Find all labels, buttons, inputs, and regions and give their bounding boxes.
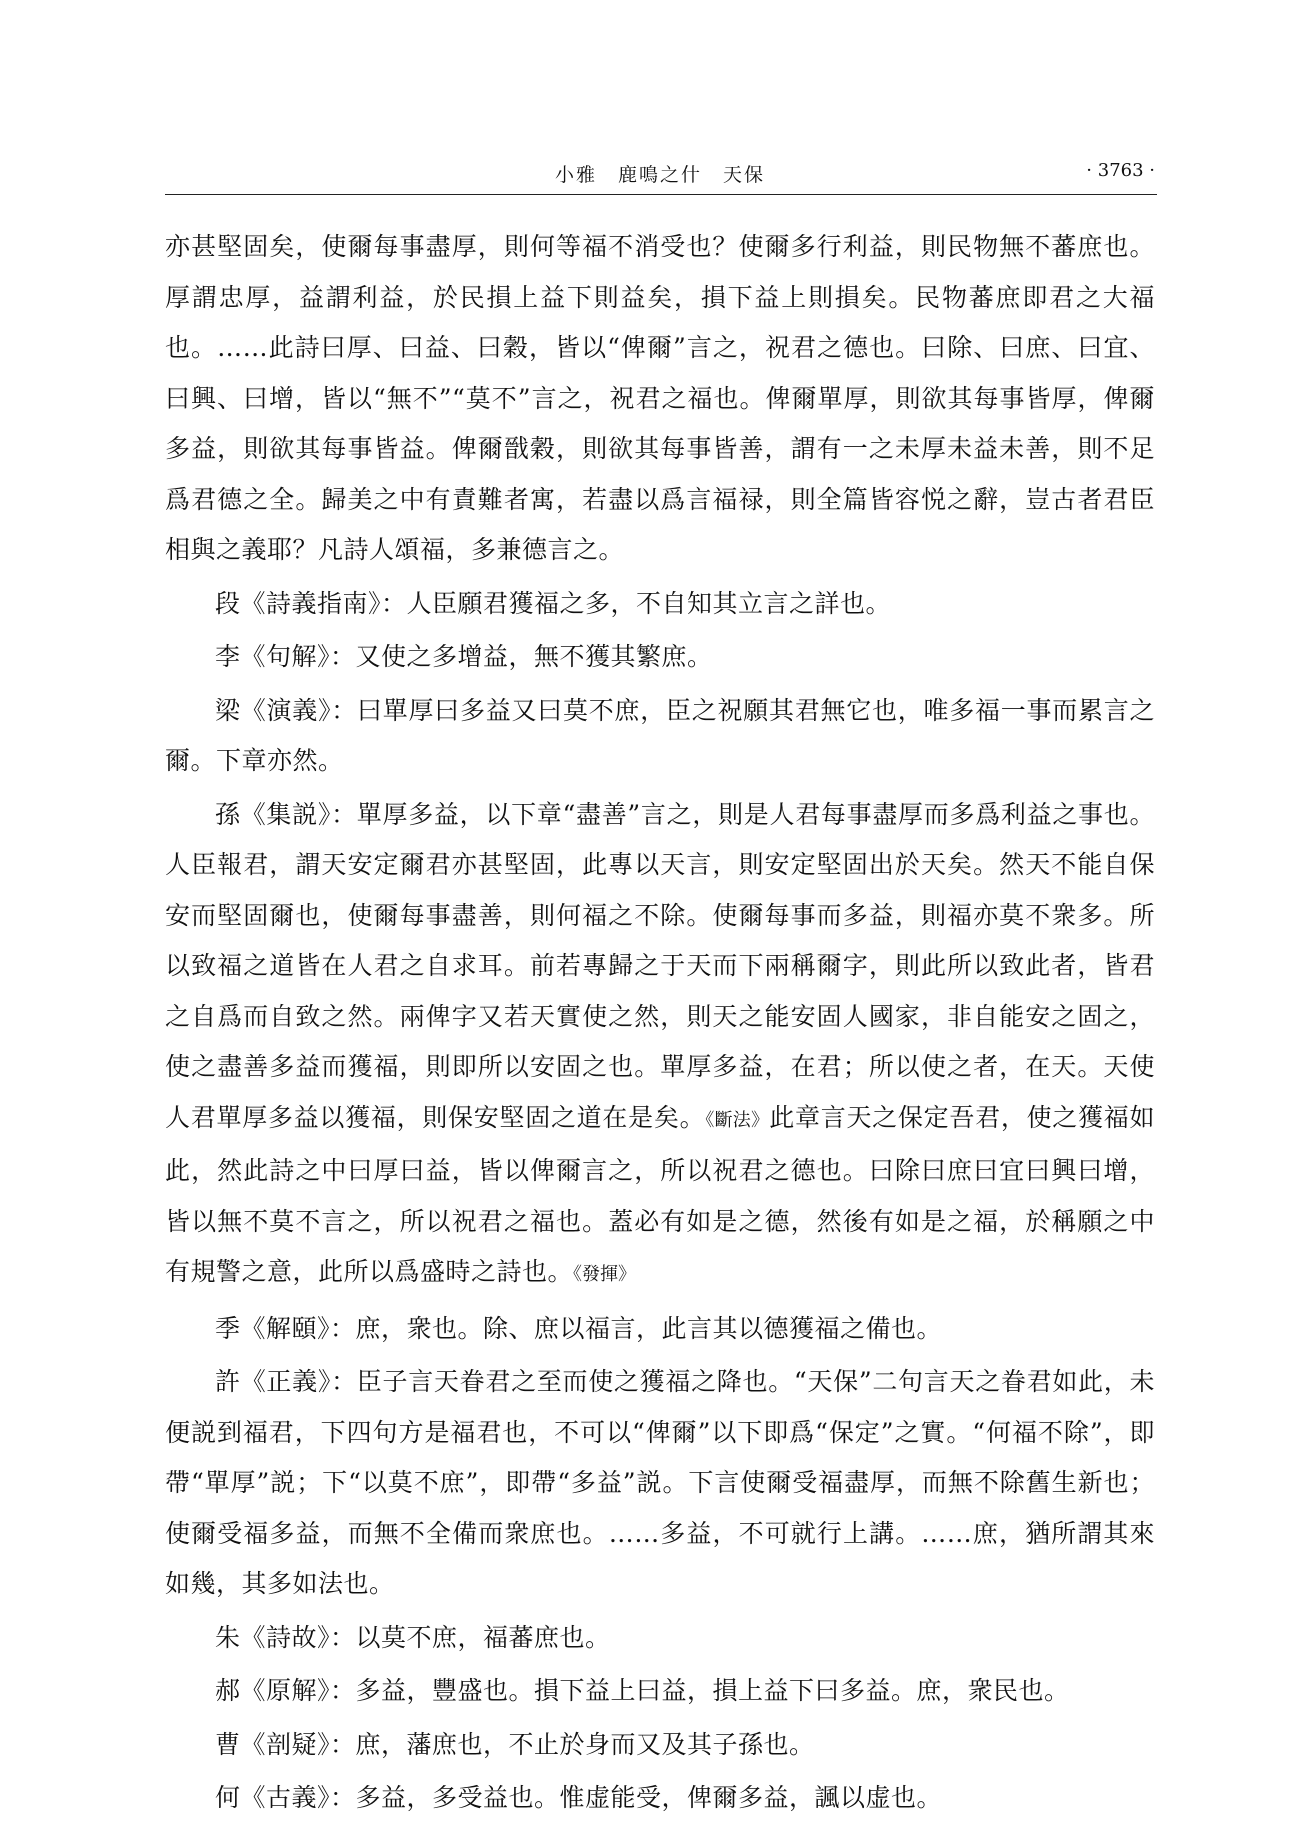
paragraph-text: 季《解頤》：庶，衆也。除、庶以福言，此言其以德獲福之備也。	[215, 1313, 943, 1343]
page-number: · 3763 ·	[1086, 160, 1155, 181]
paragraph	[165, 686, 1155, 787]
paragraph	[165, 1304, 1155, 1355]
paragraph	[165, 790, 1155, 1301]
paragraph-text: 亦甚堅固矣，使爾每事盡厚，則何等福不消受也？使爾多行利益，則民物無不蕃庶也。厚謂忠厚，益謂利益，於民損上益下則益矣，損下益上則損矣。民物蕃庶即君之大福也。……此詩曰厚、曰益、曰穀，皆以“俾爾”言之，祝君之德也。曰除、曰庶、曰宜、曰興、曰增，皆以“無不”“莫不”言之，祝君之福也。俾爾單厚，則欲其每事皆厚，俾爾多益，則欲其每事皆益。俾爾戩穀，則欲其每事皆善，謂有一之未厚未益未善，則不足爲君德之全。歸美之中有責難者寓，若盡以爲言福禄，則全篇皆容悦之辭，豈古者君臣相與之義耶？凡詩人頌福，多兼德言之。	[165, 232, 1155, 564]
paragraph-text: 孫《集説》：單厚多益，以下章“盡善”言之，則是人君每事盡厚而多爲利益之事也。人臣報君，謂天安定爾君亦甚堅固，此專以天言，則安定堅固出於天矣。然天不能自保安而堅固爾也，使爾每事盡善，則何福之不除。使爾每事而多益，則福亦莫不衆多。所以致福之道皆在人君之自求耳。前若專歸之于天而下兩稱爾字，則此所以致此者，皆君之自爲而自致之然。兩俾字又若天實使之然，則天之能安固人國家，非自能安之固之，使之盡善多益而獲福，則即所以安固之也。單厚多益，在君；所以使之者，在天。天使人君單厚多益以獲福，則保安堅固之道在是矣。	[165, 799, 1155, 1132]
paragraph-text: 何《古義》：多益，多受益也。惟虚能受，俾爾多益，諷以虚也。	[215, 1783, 943, 1812]
paragraph-text: 朱《詩故》：以莫不庶，福蕃庶也。	[215, 1622, 611, 1652]
body-text	[165, 222, 1155, 1827]
paragraph	[165, 1666, 1155, 1717]
paragraph-text: 許《正義》：臣子言天眷君之至而使之獲福之降也。“天保”二句言天之眷君如此，未便説到福君，下四句方是福君也，不可以“俾爾”以下即爲“保定”之實。“何福不除”，即帶“單厚”説；下“以莫不庶”，即帶“多益”説。下言使爾受福盡厚，而無不除舊生新也；使爾受福多益，而無不全備而衆庶也。……多益，不可就行上講。……庶，猶所謂其來如幾，其多如法也。	[165, 1367, 1155, 1598]
paragraph	[165, 1773, 1155, 1824]
header-title: 小雅 鹿鳴之什 天保	[554, 164, 765, 186]
paragraph-text: 此章言天之保定吾君，使之獲福如此，然此詩之中曰厚曰益，皆以俾爾言之，所以祝君之德也。曰除曰庶曰宜曰興曰增，皆以無不莫不言之，所以祝君之福也。蓋必有如是之德，然後有如是之福，於稱願之中有規警之意，此所以爲盛時之詩也。	[165, 1102, 1155, 1286]
paragraph	[165, 1357, 1155, 1610]
paragraph-text: 郝《原解》：多益，豐盛也。損下益上曰益，損上益下曰多益。庶，衆民也。	[215, 1676, 1070, 1705]
paragraph	[165, 1613, 1155, 1664]
paragraph-text: 李《句解》：又使之多增益，無不獲其繁庶。	[215, 642, 713, 671]
paragraph-text: 梁《演義》：曰單厚曰多益又曰莫不庶，臣之祝願其君無它也，唯多福一事而累言之爾。下章亦然。	[165, 695, 1155, 775]
source-note: 《斷法》	[705, 1109, 770, 1131]
paragraph-text: 段《詩義指南》：人臣願君獲福之多，不自知其立言之詳也。	[215, 588, 892, 618]
paragraph	[165, 1720, 1155, 1771]
paragraph	[165, 222, 1155, 576]
header-rule	[165, 194, 1157, 195]
paragraph	[165, 579, 1155, 630]
paragraph-text: 曹《剖疑》：庶，藩庶也，不止於身而又及其子孫也。	[215, 1729, 815, 1759]
source-note: 《發揮》	[573, 1264, 637, 1285]
running-header	[165, 160, 1155, 194]
paragraph	[165, 632, 1155, 683]
